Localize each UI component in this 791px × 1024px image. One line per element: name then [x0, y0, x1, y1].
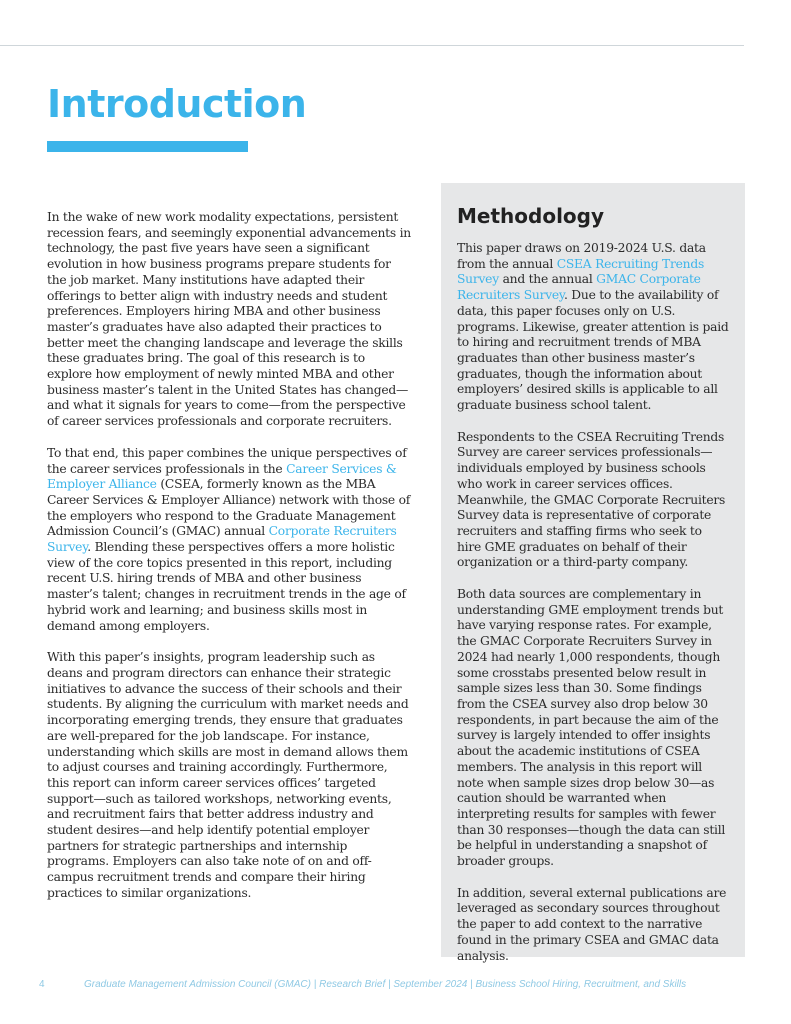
methodology-paragraph-1-text-c: . Due to the availability of data, this paper focuses only on U.S. programs. Likewise, greater attention is paid to hiring and recruitment trends of MBA graduates than other business master’s graduates, though the information about employers’ desired skills is applicable to all graduate business school talent. — [457, 288, 729, 413]
footer-citation: Graduate Management Admission Council (GMAC) | Research Brief | September 2024 | Business School Hiring, Recruitment, and Skills — [84, 979, 687, 990]
methodology-paragraph-1 — [457, 241, 729, 414]
gmac-corporate-recruiters-survey-link[interactable]: GMAC Corporate Recruiters Survey — [457, 272, 701, 303]
intro-paragraph-2-text-b: (CSEA, formerly known as the MBA Career Services & Employer Alliance) network with those of the employers who respond to the Graduate Management Admission Council’s (GMAC) annual — [47, 477, 411, 539]
methodology-sidebar — [441, 183, 745, 963]
methodology-paragraph-4: In addition, several external publications are leveraged as secondary sources throughout the paper to add context to the narrative found in the primary CSEA and GMAC data analysis. — [457, 885, 727, 963]
csea-link[interactable]: Career Services & Employer Alliance — [47, 461, 397, 492]
top-divider — [0, 45, 744, 46]
intro-paragraph-2-text-c: . Blending these perspectives offers a more holistic view of the core topics presented in this report, including recent U.S. hiring trends of MBA and other business master’s talent; changes in recruitment trends in the age of hybrid work and learning; and business skills most in demand among employers. — [47, 540, 406, 633]
methodology-body — [457, 241, 729, 964]
intro-paragraph-2 — [47, 446, 411, 634]
corporate-recruiters-survey-link[interactable]: Corporate Recruiters Survey — [47, 524, 397, 555]
main-column — [47, 210, 411, 918]
methodology-paragraph-2: Respondents to the CSEA Recruiting Trends Survey are career services professionals—individuals employed by business schools who work in career services offices. Meanwhile, the GMAC Corporate Recruiters Survey data is representative of corporate recruiters and staffing firms who seek to hire GME graduates on behalf of their organization or a third-party company. — [457, 429, 726, 570]
methodology-title: Methodology — [457, 204, 605, 228]
title-underline-bar — [47, 141, 248, 152]
methodology-paragraph-3: Both data sources are complementary in understanding GME employment trends but have varying response rates. For example, the GMAC Corporate Recruiters Survey in 2024 had nearly 1,000 respondents, though some crosstabs presented below result in sample sizes less than 30. Some findings from the CSEA survey also drop below 30 respondents, in part because the aim of the survey is largely intended to offer insights about the academic institutions of CSEA members. The analysis in this report will note when sample sizes drop below 30—as caution should be warranted when interpreting results for samples with fewer than 30 responses—though the data can still be helpful in understanding a snapshot of broader groups. — [457, 587, 726, 869]
methodology-paragraph-1-text-b: and the annual — [498, 272, 597, 287]
csea-recruiting-trends-survey-link[interactable]: CSEA Recruiting Trends Survey — [457, 256, 705, 287]
page-number: 4 — [39, 979, 45, 990]
methodology-paragraph-1-text-a: This paper draws on 2019-2024 U.S. data from the annual — [457, 241, 706, 271]
intro-paragraph-1: In the wake of new work modality expectations, persistent recession fears, and seemingly exponential advancements in technology, the past five years have seen a significant evolution in how business programs prepare students for the job market. Many institutions have adapted their offerings to better align with industry needs and student preferences. Employers hiring MBA and other business master’s graduates have also adapted their practices to better meet the changing landscape and leverage the skills these graduates bring. The goal of this research is to explore how employment of newly minted MBA and other business master’s talent in the United States has changed—and what it signals for years to come—from the perspective of career services professionals and corporate recruiters. — [47, 210, 411, 429]
intro-paragraph-3: With this paper’s insights, program leadership such as deans and program directors can enhance their strategic initiatives to advance the success of their schools and their students. By aligning the curriculum with market needs and incorporating emerging trends, they ensure that graduates are well-prepared for the job landscape. For instance, understanding which skills are most in demand allows them to adjust courses and training accordingly. Furthermore, this report can inform career services offices’ targeted support—such as tailored workshops, networking events, and recruitment fairs that better address industry and student desires—and help identify potential employer partners for strategic partnerships and internship programs. Employers can also take note of on and off-campus recruitment trends and compare their hiring practices to similar organizations. — [47, 650, 409, 900]
intro-paragraph-2-text-a: To that end, this paper combines the unique perspectives of the career services professionals in the — [47, 445, 407, 476]
page-title: Introduction — [47, 82, 307, 126]
page-footer — [0, 977, 791, 993]
